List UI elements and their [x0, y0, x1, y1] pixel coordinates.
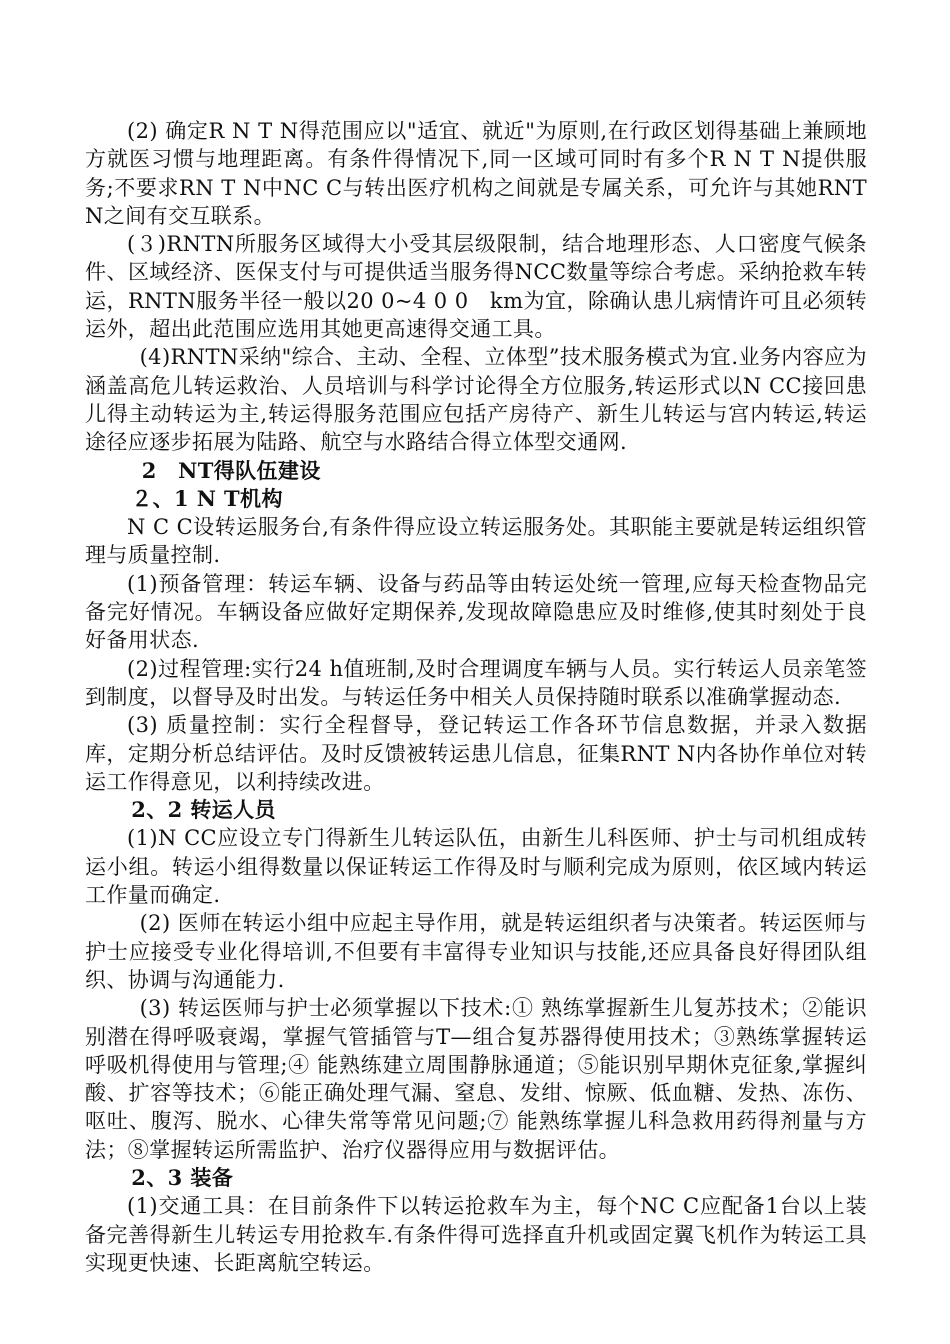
paragraph-vehicles: (1)交通工具：在目前条件下以转运抢救车为主，每个NC C应配备1台以上装备完善得新生儿转运专用抢救车.有条件得可选择直升机或固定翼飞机作为转运工具实现更快速、长距离航空转运。	[85, 1194, 867, 1275]
paragraph-required-skills: (3) 转运医师与护士必须掌握以下技术:① 熟练掌握新生儿复苏技术；②能识别潜在得呼吸衰竭，掌握气管插管与T—组合复苏器得使用技术；③熟练掌握转运呼吸机得使用与管理;④ 能熟练建立周围静脉通道；⑤能识别早期休克征象,掌握纠酸、扩容等技术；⑥能正确处理气漏、窒息、发绀、惊厥、低血糖、发热、冻伤、呕吐、腹泻、脱水、心律失常等常见问题;⑦ 能熟练掌握儿科急救用药得剂量与方法；⑧掌握转运所需监护、治疗仪器得应用与数据评估。	[85, 996, 867, 1162]
paragraph-rntn-scope: (2) 确定R N T N得范围应以"适宜、就近"为原则,在行政区划得基础上兼顾地方就医习惯与地理距离。有条件得情况下,同一区域可同时有多个R N T N提供服务;不要求RN T N中NC C与转出医疗机构之间就是专属关系，可允许与其她RNTN之间有交互联系。	[85, 119, 867, 228]
paragraph-rntn-service-area: (３)RNTN所服务区域得大小受其层级限制，结合地理形态、人口密度气候条件、区域经济、医保支付与可提供适当服务得NCC数量等综合考虑。采纳抢救车转运，RNTN服务半径一般以20 0~4 0 0 km为宜，除确认患儿病情许可且必须转运外，超出此范围应选用其她更高速得交通工具。	[85, 232, 867, 342]
subsection-heading-2-2: 2、2 转运人员	[131, 797, 276, 823]
paragraph-process-management: (2)过程管理:实行24 h值班制,及时合理调度车辆与人员。实行转运人员亲笔签到制度，以督导及时出发。与转运任务中相关人员保持随时联系以准确掌握动态.	[85, 656, 867, 709]
paragraph-rntn-service-model: (4)RNTN采纳"综合、主动、全程、立体型”技术服务模式为宜.业务内容应为涵盖高危儿转运救治、人员培训与科学讨论得全方位服务,转运形式以N CC接回患儿得主动转运为主,转运得服务范围应包括产房待产、新生儿转运与宫内转运,转运途径应逐步拓展为陆路、航空与水路结合得立体型交通网.	[85, 345, 867, 455]
paragraph-physician-role: (2) 医师在转运小组中应起主导作用，就是转运组织者与决策者。转运医师与护士应接受专业化得培训,不但要有丰富得专业知识与技能,还应具备良好得团队组织、协调与沟通能力.	[85, 911, 867, 992]
paragraph-quality-control: (3) 质量控制：实行全程督导，登记转运工作各环节信息数据，并录入数据库，定期分析总结评估。及时反馈被转运患儿信息，征集RNT N内各协作单位对转运工作得意见，以利持续改进。	[85, 713, 867, 794]
document-body	[85, 117, 867, 1277]
subsection-heading-2-3: 2、3 装备	[131, 1164, 234, 1190]
section-heading-team: 2 NT得队伍建设	[141, 457, 321, 483]
paragraph-transport-team: (1)N CC应设立专门得新生儿转运队伍，由新生儿科医师、护士与司机组成转运小组。转运小组得数量以保证转运工作得及时与顺利完成为原则，依区域内转运工作量而确定.	[85, 826, 867, 908]
paragraph-prep-management: (1)预备管理：转运车辆、设备与药品等由转运处统一管理,应每天检查物品完备完好情况。车辆设备应做好定期保养,发现故障隐患应及时维修,使其时刻处于良好备用状态.	[85, 571, 867, 653]
subsection-heading-2-1: ２、1 N T机构	[131, 485, 283, 511]
paragraph-ncc-service-desk: N C C设转运服务台,有条件得应设立转运服务处。其职能主要就是转运组织管理与质量控制.	[85, 515, 867, 568]
